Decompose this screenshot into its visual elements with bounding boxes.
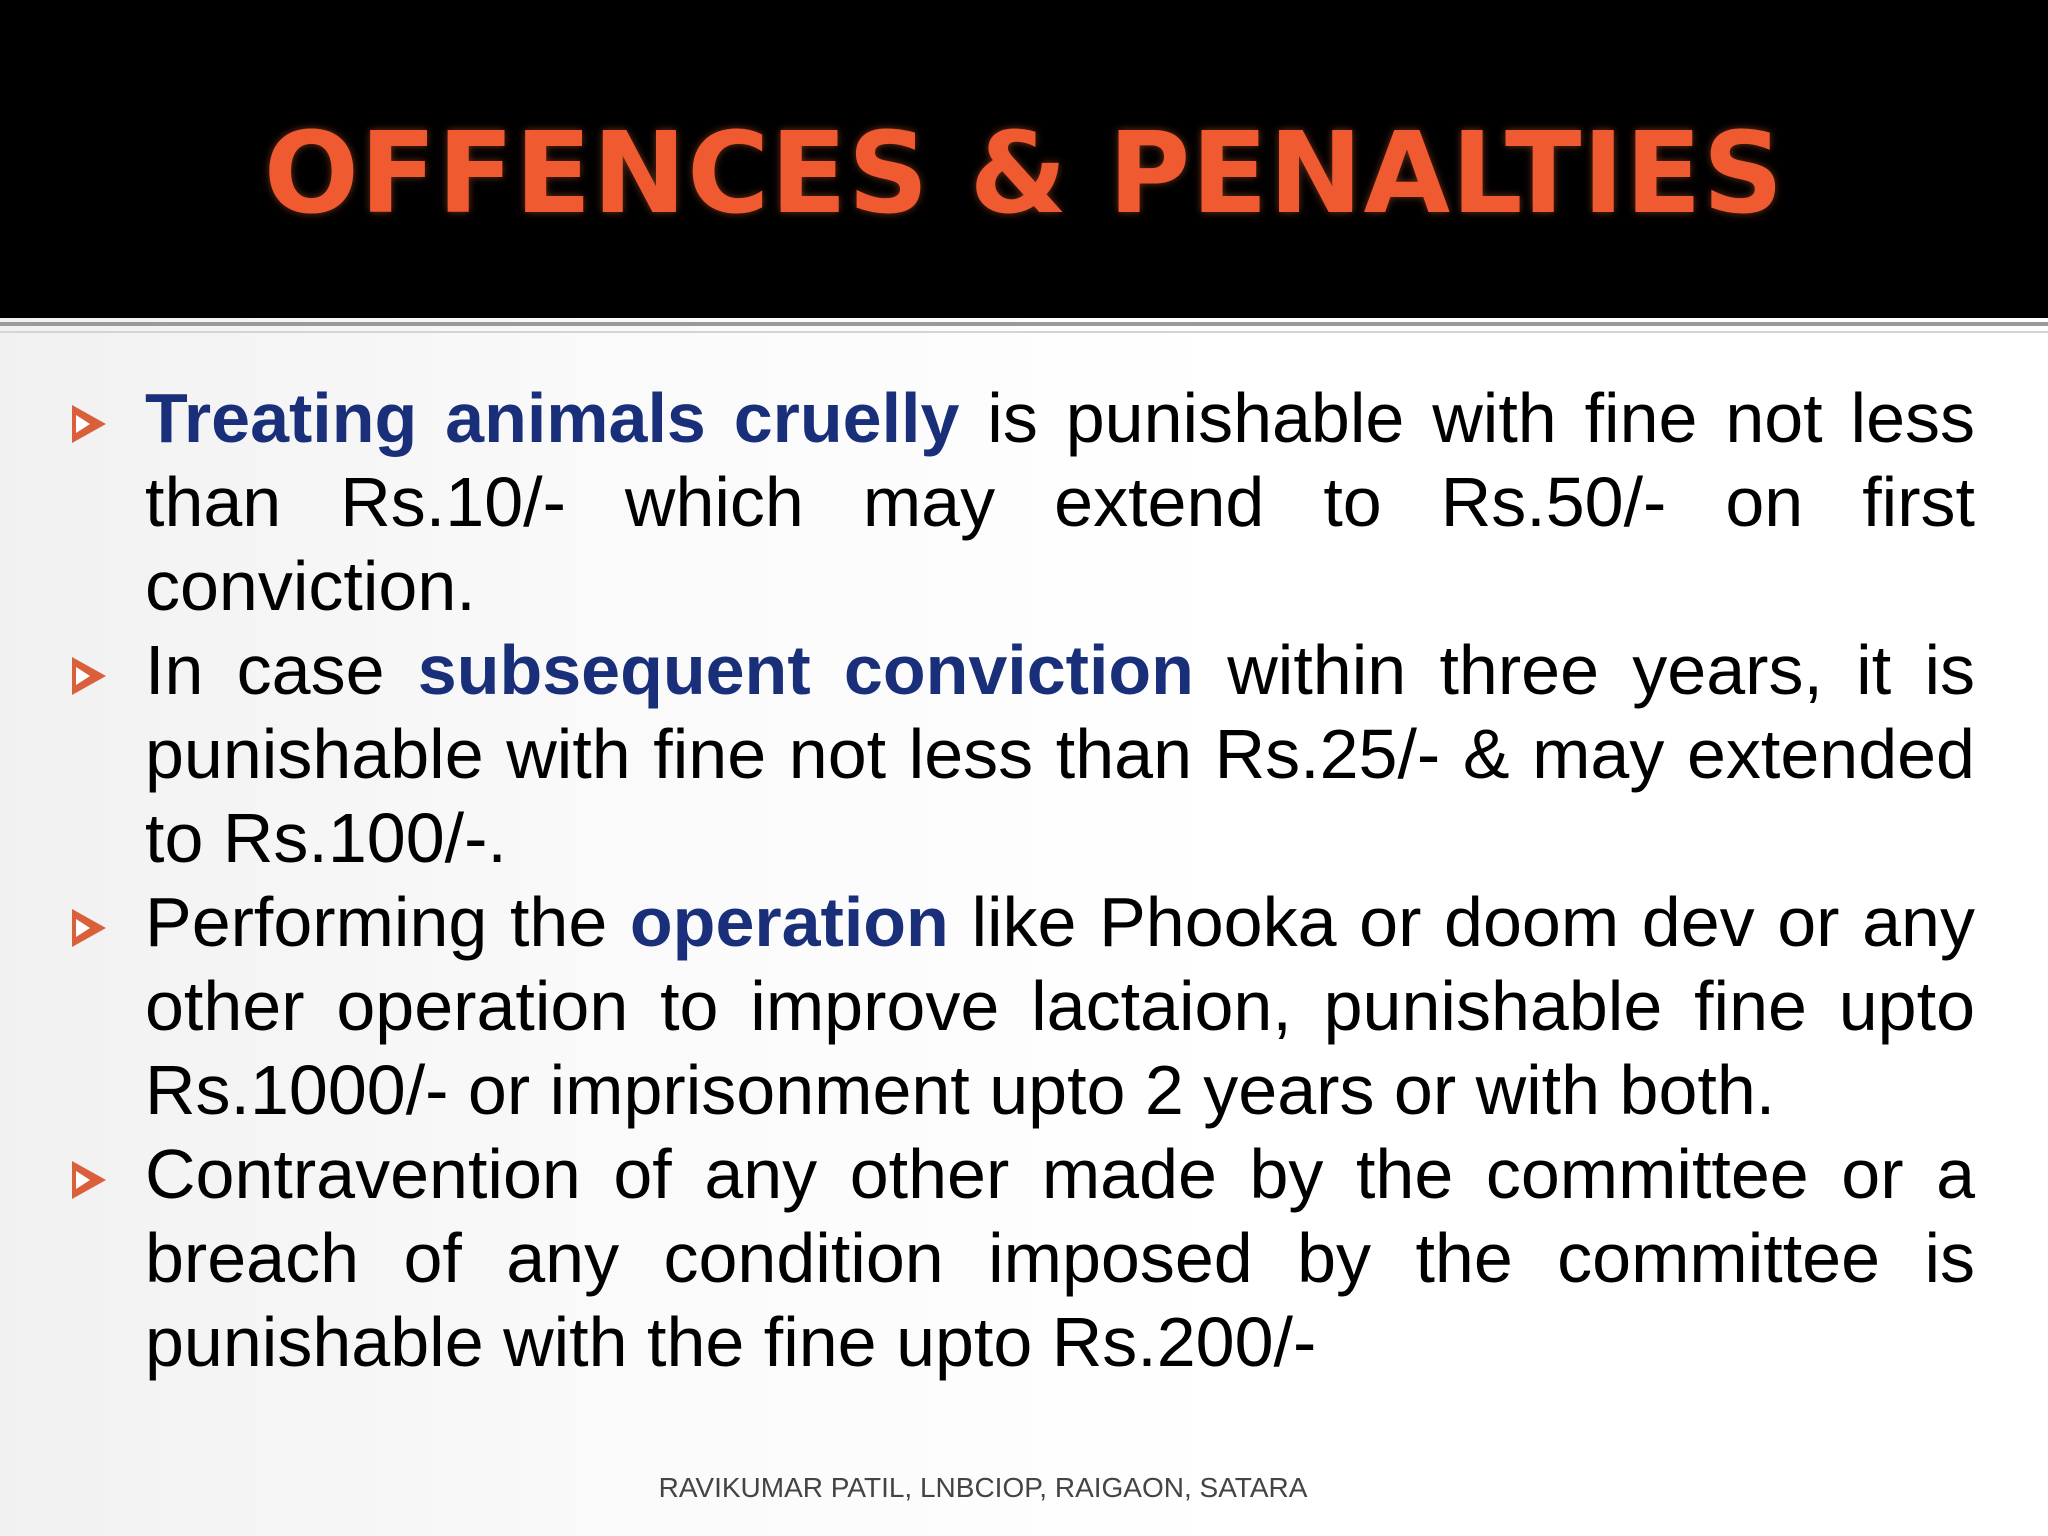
bullet-emphasis: Treating animals cruelly xyxy=(145,379,960,457)
bullet-prefix: Contravention of any other made by the committee or a breach of any condition imposed by the committee is punishable with the fine upto Rs.200/- xyxy=(145,1135,1975,1381)
bullet-emphasis: subsequent conviction xyxy=(417,631,1194,709)
arrow-bullet-icon xyxy=(72,405,106,443)
slide-footer: RAVIKUMAR PATIL, LNBCIOP, RAIGAON, SATARA xyxy=(658,1472,1308,1503)
title-divider xyxy=(0,322,2048,326)
bullet-text: is punishable with fine not less than Rs.10/- which may extend to Rs.50/- on first conviction. xyxy=(145,379,1975,625)
bullet-item-subsequent-conviction xyxy=(145,628,1975,880)
bullet-prefix: In case xyxy=(145,631,418,709)
bullet-list xyxy=(0,376,2048,1384)
bullet-text: within three years, it is punishable with fine not less than Rs.25/- & may extended to Rs.100/-. xyxy=(145,631,1975,877)
bullet-prefix: Performing the xyxy=(145,883,630,961)
bullet-item-contravention xyxy=(145,1132,1975,1384)
bullet-text: like Phooka or doom dev or any other operation to improve lactaion, punishable fine upto Rs.1000/- or imprisonment upto 2 years or with both. xyxy=(145,883,1975,1129)
arrow-bullet-icon xyxy=(72,657,106,695)
slide-title: OFFENCES & PENALTIES xyxy=(263,109,1785,239)
arrow-bullet-icon xyxy=(72,909,106,947)
title-divider-thin xyxy=(0,331,2048,333)
title-bar xyxy=(0,0,2048,318)
bullet-emphasis: operation xyxy=(629,883,949,961)
bullet-item-operation xyxy=(145,880,1975,1132)
arrow-bullet-icon xyxy=(72,1161,106,1199)
bullet-item-cruelty xyxy=(145,376,1975,628)
